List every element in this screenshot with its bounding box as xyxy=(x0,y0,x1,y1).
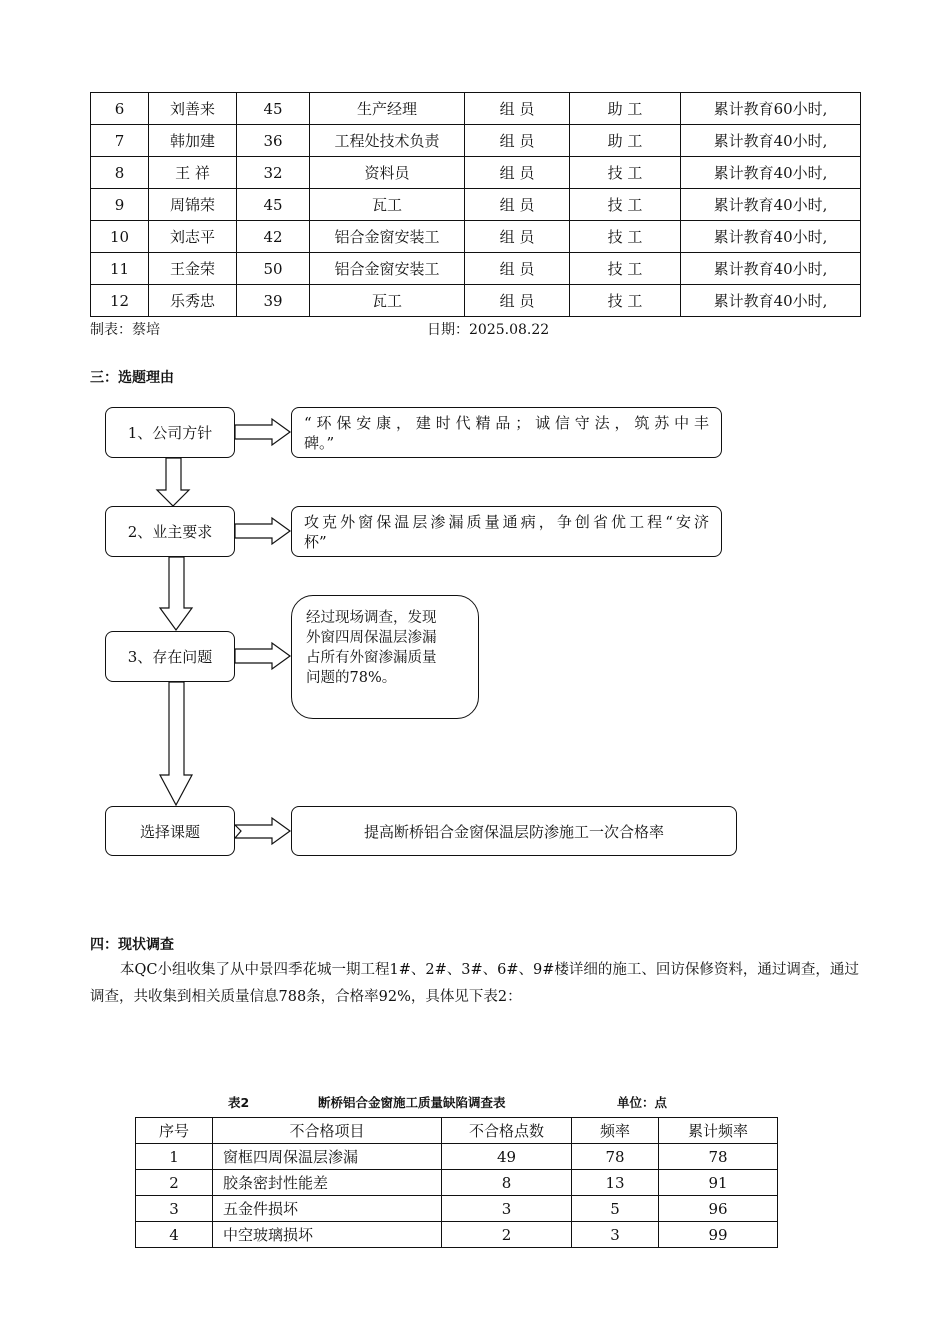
step1-label: 1、公司方针 xyxy=(127,424,213,442)
table-row xyxy=(136,1144,778,1170)
cell-item: 胶条密封性能差 xyxy=(213,1170,442,1196)
row-education: 累计教育40小时, xyxy=(681,221,861,253)
row-age: 45 xyxy=(237,93,310,125)
row-age: 32 xyxy=(237,157,310,189)
header-item: 不合格项目 xyxy=(213,1118,442,1144)
row-title: 技 工 xyxy=(570,285,681,317)
row-education: 累计教育40小时, xyxy=(681,285,861,317)
row-name: 韩加建 xyxy=(149,125,237,157)
final-label: 选择课题 xyxy=(139,822,200,841)
cell-freq: 78 xyxy=(572,1144,659,1170)
prepared-date: 日期：2025.08.22 xyxy=(427,322,550,338)
step1-text-box xyxy=(291,407,722,458)
row-age: 45 xyxy=(237,189,310,221)
step3-text-box xyxy=(291,595,479,719)
arrow-right-3 xyxy=(235,643,290,669)
step1-text-line1: “环保安康，建时代精品；诚信守法，筑苏中丰 xyxy=(304,414,709,432)
row-age: 36 xyxy=(237,125,310,157)
step3-label: 3、存在问题 xyxy=(127,648,213,666)
row-role: 铝合金窗安装工 xyxy=(310,253,465,285)
cell-no: 3 xyxy=(136,1196,213,1222)
step3-text-line4: 问题的78%。 xyxy=(306,670,397,686)
cell-cum: 96 xyxy=(659,1196,778,1222)
table-caption-no: 表2 xyxy=(228,1095,250,1110)
row-no: 9 xyxy=(91,189,149,221)
row-title: 技 工 xyxy=(570,189,681,221)
section4-paragraph: 本QC小组收集了从中景四季花城一期工程1#、2#、3#、6#、9#楼详细的施工、回访保修资料，通过调查，通过调查，共收集到相关质量信息788条，合格率92%，具体见下表2： xyxy=(90,962,859,1005)
row-role: 瓦工 xyxy=(310,189,465,221)
row-no: 8 xyxy=(91,157,149,189)
row-position: 组 员 xyxy=(465,285,570,317)
row-position: 组 员 xyxy=(465,125,570,157)
row-title: 技 工 xyxy=(570,157,681,189)
row-name: 周锦荣 xyxy=(149,189,237,221)
row-position: 组 员 xyxy=(465,93,570,125)
table-caption-title: 断桥铝合金窗施工质量缺陷调查表 xyxy=(318,1095,506,1110)
row-education: 累计教育40小时, xyxy=(681,157,861,189)
cell-cum: 91 xyxy=(659,1170,778,1196)
row-name: 王 祥 xyxy=(149,157,237,189)
section3-heading: 三：选题理由 xyxy=(90,370,174,386)
row-age: 42 xyxy=(237,221,310,253)
row-age: 50 xyxy=(237,253,310,285)
step2-text-box xyxy=(291,506,722,557)
cell-no: 4 xyxy=(136,1222,213,1248)
step3-box xyxy=(105,631,235,682)
row-title: 技 工 xyxy=(570,253,681,285)
step2-text-line2: 杯” xyxy=(304,533,327,551)
row-role: 生产经理 xyxy=(310,93,465,125)
row-name: 乐秀忠 xyxy=(149,285,237,317)
header-cum: 累计频率 xyxy=(659,1118,778,1144)
step2-box xyxy=(105,506,235,557)
cell-freq: 13 xyxy=(572,1170,659,1196)
row-title: 助 工 xyxy=(570,93,681,125)
arrow-right-2 xyxy=(235,518,290,544)
row-title: 技 工 xyxy=(570,221,681,253)
arrow-down-3 xyxy=(160,682,192,805)
table-row xyxy=(136,1222,778,1248)
row-education: 累计教育60小时, xyxy=(681,93,861,125)
final-box xyxy=(105,806,235,856)
row-position: 组 员 xyxy=(465,221,570,253)
step2-text-line1: 攻克外窗保温层渗漏质量通病，争创省优工程“安济 xyxy=(304,513,709,531)
prepared-by: 制表：蔡培 xyxy=(90,322,160,338)
row-no: 10 xyxy=(91,221,149,253)
arrow-down-1 xyxy=(157,458,189,506)
row-title: 助 工 xyxy=(570,125,681,157)
final-text: 提高断桥铝合金窗保温层防渗施工一次合格率 xyxy=(363,822,664,841)
step3-text-line1: 经过现场调查，发现 xyxy=(306,610,437,626)
row-education: 累计教育40小时, xyxy=(681,189,861,221)
header-no: 序号 xyxy=(136,1118,213,1144)
row-role: 瓦工 xyxy=(310,285,465,317)
cell-item: 窗框四周保温层渗漏 xyxy=(213,1144,442,1170)
step1-box xyxy=(105,407,235,458)
cell-item: 五金件损坏 xyxy=(213,1196,442,1222)
arrow-right-1 xyxy=(235,419,290,445)
row-role: 铝合金窗安装工 xyxy=(310,221,465,253)
table-row xyxy=(136,1170,778,1196)
cell-cum: 99 xyxy=(659,1222,778,1248)
table-row xyxy=(136,1196,778,1222)
row-name: 刘善来 xyxy=(149,93,237,125)
final-text-box xyxy=(291,806,737,856)
defects-table xyxy=(135,1117,778,1248)
arrow-right-final xyxy=(235,818,290,844)
cell-no: 2 xyxy=(136,1170,213,1196)
cell-freq: 3 xyxy=(572,1222,659,1248)
step2-label: 2、业主要求 xyxy=(127,523,213,541)
row-position: 组 员 xyxy=(465,253,570,285)
row-no: 7 xyxy=(91,125,149,157)
table-header-row xyxy=(136,1118,778,1144)
table-caption-unit: 单位：点 xyxy=(617,1095,668,1110)
arrow-down-2 xyxy=(160,557,192,630)
row-position: 组 员 xyxy=(465,189,570,221)
cell-count: 3 xyxy=(442,1196,572,1222)
row-no: 12 xyxy=(91,285,149,317)
row-education: 累计教育40小时, xyxy=(681,125,861,157)
cell-freq: 5 xyxy=(572,1196,659,1222)
cell-count: 2 xyxy=(442,1222,572,1248)
cell-no: 1 xyxy=(136,1144,213,1170)
row-name: 王金荣 xyxy=(149,253,237,285)
header-freq: 频率 xyxy=(572,1118,659,1144)
step1-text-line2: 碑。” xyxy=(304,434,335,452)
row-position: 组 员 xyxy=(465,157,570,189)
header-count: 不合格点数 xyxy=(442,1118,572,1144)
row-age: 39 xyxy=(237,285,310,317)
cell-count: 49 xyxy=(442,1144,572,1170)
step3-text-line2: 外窗四周保温层渗漏 xyxy=(306,630,437,646)
row-no: 11 xyxy=(91,253,149,285)
row-role: 资料员 xyxy=(310,157,465,189)
cell-count: 8 xyxy=(442,1170,572,1196)
cell-cum: 78 xyxy=(659,1144,778,1170)
section4-heading: 四：现状调查 xyxy=(90,937,174,953)
row-role: 工程处技术负责 xyxy=(310,125,465,157)
cell-item: 中空玻璃损坏 xyxy=(213,1222,442,1248)
row-name: 刘志平 xyxy=(149,221,237,253)
row-education: 累计教育40小时, xyxy=(681,253,861,285)
step3-text-line3: 占所有外窗渗漏质量 xyxy=(306,650,437,666)
row-no: 6 xyxy=(91,93,149,125)
